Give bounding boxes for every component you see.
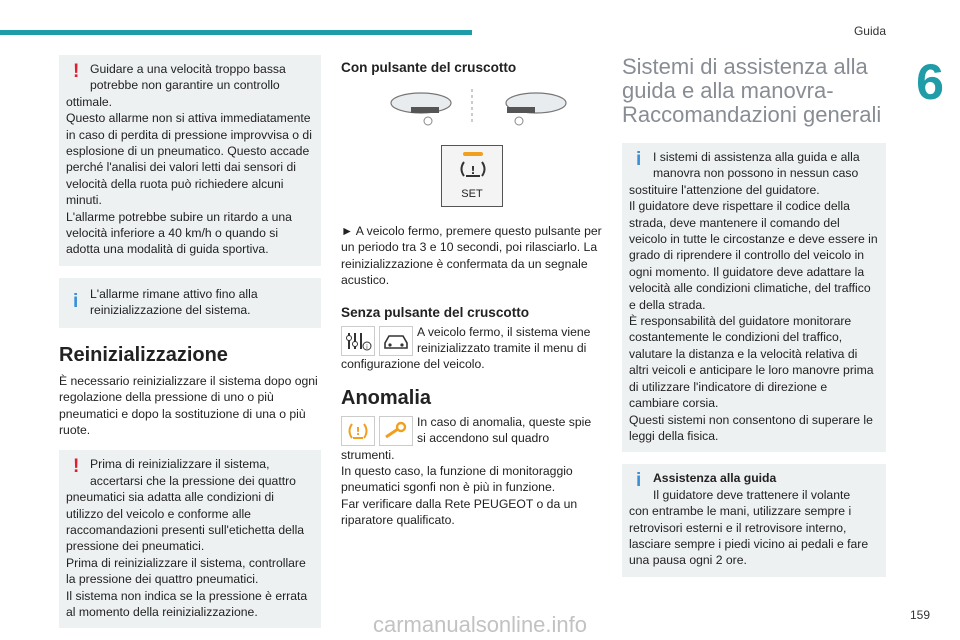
menu-icons — [341, 326, 413, 356]
warning-text: ottimale. Questo allarme non si attiva immediatamente in caso di perdita di pressione improvvisa o di esplosione di un pneumatico. Questo accade perché l'analisi dei valori letti dai sensori di velocità della ruota può richiedere alcuni minuti. L'allarme potrebbe subire un ritardo a una velocità inferiore a 40 km/h o quando si adotta una modalità di guida sportiva. — [66, 94, 312, 257]
info-i-icon: i — [636, 149, 642, 170]
running-head: Guida — [853, 24, 886, 38]
info-i-icon: i — [636, 470, 642, 492]
svg-text:!: ! — [470, 164, 476, 177]
vehicle-settings-icon — [341, 326, 375, 356]
tpms-amber-icon — [341, 416, 375, 446]
watermark: carmanualsonline.info — [372, 612, 588, 637]
steering-wheel-illustration — [341, 85, 603, 153]
tpms-warning-icon — [442, 146, 504, 186]
chapter-number: 6 — [900, 49, 960, 115]
warning-lead: Guidare a una velocità troppo bassa potrebbe non garantire un controllo — [90, 62, 286, 93]
column-1 — [59, 55, 321, 628]
info-text: con entrambe le mani, utilizzare sempre i retrovisori esterni e il retrovisore interno, lasciare sempre i piedi vicino ai pedali e fare una pausa ogni 2 ore. — [629, 504, 869, 568]
svg-text:i: i — [366, 343, 368, 351]
service-wrench-icon — [379, 416, 413, 446]
info-box — [622, 143, 886, 452]
warning-box — [59, 450, 321, 628]
heading-without-button: Senza pulsante del cruscotto — [341, 304, 530, 320]
column-2 — [341, 55, 603, 529]
info-lead: Il guidatore deve trattenere il volante — [653, 487, 851, 502]
info-lead: L'allarme rimane attivo fino alla reinizializzazione del sistema. — [90, 286, 258, 318]
warning-box — [59, 55, 321, 266]
without-button-block — [341, 324, 603, 373]
info-box — [59, 278, 321, 328]
anomaly-body: In caso di anomalia, queste spie si accendono sul quadro strumenti. In questo caso, la funzione di monitoraggio pneumatici sgonfi non è più in funzione. Far verificare dalla Rete PEUGEOT o da un riparatore qualificato. — [341, 414, 592, 528]
svg-text:!: ! — [355, 424, 361, 438]
warning-text: pneumatici sia adatta alle condizioni di utilizzo del veicolo e conforme alle raccomandazioni presenti sull'etichetta della pressione dei pneumatici. Prima di reinizializzare il sistema, controllare la pressione dei quattro pneumatici. Il sistema non indica se la pressione è errata al momento della reinizializzazione. — [66, 490, 308, 619]
tpms-set-button — [441, 145, 503, 207]
set-label: SET — [461, 188, 483, 200]
info-text: sostituire l'attenzione del guidatore. Il guidatore deve rispettare il codice della strada, deve mantenere il comando del veicolo in tutte le circostanze e deve essere in grado di riprendere il controllo del veicolo in ogni momento. Il guidatore deve adattare la velocità alle condizioni climatiche, del traffico e della strada. È responsabilità del guidatore monitorare costantemente le condizioni del traffico, valutare la distanza e la velocità relativa di altri veicoli e anticipare le loro manovre prima di utilizzare l'indicatore di direzione e cambiare corsia. Questi sistemi non consentono di superare le leggi della fisica. — [629, 182, 878, 443]
info-box — [622, 464, 886, 576]
info-lead: I sistemi di assistenza alla guida e alla manovra non possono in nessun caso — [653, 150, 860, 181]
section-title-adas: Sistemi di assistenza alla guida e alla manovra-Raccomandazioni generali — [622, 54, 882, 127]
info-i-icon: i — [73, 290, 79, 312]
warning-exclamation-icon: ! — [73, 61, 80, 82]
with-button-body: ► A veicolo fermo, premere questo pulsante per un periodo tra 3 e 10 secondi, poi rilasciarlo. La reinizializzazione è confermata da un segnale acustico. — [341, 224, 602, 288]
info-heading: Assistenza alla guida — [653, 471, 777, 486]
dashboard-button-figure — [341, 85, 603, 153]
car-settings-icon — [379, 326, 413, 356]
anomaly-block — [341, 414, 603, 529]
anomaly-icons — [341, 416, 413, 446]
section-title-reinit: Reinizializzazione — [59, 343, 228, 366]
section-title-anomaly: Anomalia — [341, 386, 432, 409]
without-button-body: A veicolo fermo, il sistema viene reinizializzato tramite il menu di configurazione del veicolo. — [341, 324, 591, 372]
reinit-body: È necessario reinizializzare il sistema dopo ogni regolazione della pressione di uno o più pneumatici e dopo la sostituzione di una o più ruote. — [59, 373, 318, 437]
warning-lead: Prima di reinizializzare il sistema, accertarsi che la pressione dei quattro — [90, 457, 296, 488]
top-accent-bar — [0, 30, 472, 35]
warning-exclamation-icon: ! — [73, 456, 80, 478]
column-3 — [622, 55, 886, 577]
heading-with-button: Con pulsante del cruscotto — [341, 60, 517, 75]
page-number: 159 — [909, 608, 930, 622]
